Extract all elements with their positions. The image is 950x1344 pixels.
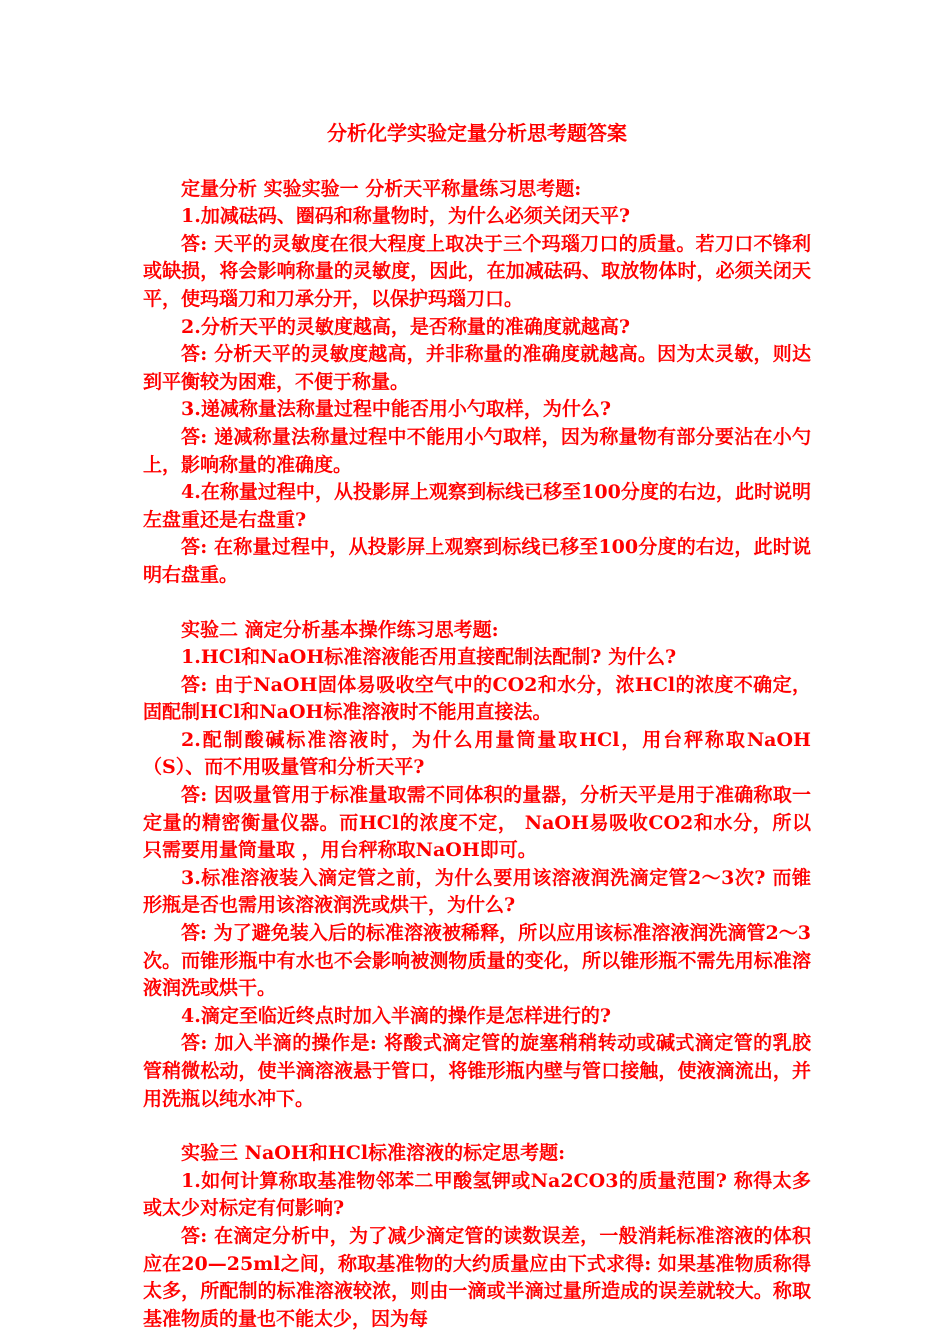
question-4: 4.滴定至临近终点时加入半滴的操作是怎样进行的? xyxy=(181,1004,611,1027)
question-1: 1.如何计算称取基准物邻苯二甲酸氢钾或Na2CO3的质量范围? 称得太多或太少对标定有何影响? xyxy=(143,1169,811,1220)
answer-2: 答: 因吸量管用于标准量取需不同体积的量器，分析天平是用于准确称取一定量的精密衡量仪器。而HCl的浓度不定， NaOH易吸收CO2和水分，所以只需要用量筒量取 ，用台秤称取NaOH即可。 xyxy=(143,784,811,862)
question-2: 2.配制酸碱标准溶液时，为什么用量筒量取HCl，用台秤称取NaOH（S）、而不用吸量管和分析天平? xyxy=(143,728,811,779)
section-heading: 实验二 滴定分析基本操作练习思考题: xyxy=(181,618,499,641)
answer-1: 答: 在滴定分析中，为了减少滴定管的读数误差，一般消耗标准溶液的体积应在20—25ml之间，称取基准物的大约质量应由下式求得: 如果基准物质称得太多，所配制的标准溶液较浓，则由一滴或半滴过量所造成的误差就较大。称取基准物质的量也不能太少，因为每 xyxy=(143,1224,811,1330)
answer-3: 答: 为了避免装入后的标准溶液被稀释，所以应用该标准溶液润洗滴管2～3次。而锥形瓶中有水也不会影响被测物质量的变化，所以锥形瓶不需先用标准溶液润洗或烘干。 xyxy=(143,922,811,1000)
section-experiment-3 xyxy=(143,1140,811,1333)
answer-2: 答: 分析天平的灵敏度越高，并非称量的准确度就越高。因为太灵敏，则达到平衡较为困难，不便于称量。 xyxy=(143,343,811,393)
section-experiment-1 xyxy=(143,176,811,590)
section-experiment-2 xyxy=(143,617,811,1114)
question-3: 3.标准溶液装入滴定管之前，为什么要用该溶液润洗滴定管2～3次? 而锥形瓶是否也需用该溶液润洗或烘干，为什么? xyxy=(143,866,811,917)
answer-3: 答: 递减称量法称量过程中不能用小勺取样，因为称量物有部分要沾在小勺上，影响称量的准确度。 xyxy=(143,425,811,476)
question-2: 2.分析天平的灵敏度越高，是否称量的准确度就越高? xyxy=(181,315,630,338)
document-body xyxy=(143,120,811,1333)
question-1: 1.HCl和NaOH标准溶液能否用直接配制法配制? 为什么? xyxy=(181,646,677,669)
answer-1: 答: 天平的灵敏度在很大程度上取决于三个玛瑙刀口的质量。若刀口不锋利或缺损，将会影响称量的灵敏度，因此，在加减砝码、取放物体时，必须关闭天平，使玛瑙刀和刀承分开，以保护玛瑙刀口。 xyxy=(143,232,811,310)
question-4: 4.在称量过程中，从投影屏上观察到标线已移至100分度的右边，此时说明左盘重还是右盘重? xyxy=(143,481,811,531)
section-heading: 实验三 NaOH和HCl标准溶液的标定思考题: xyxy=(181,1142,566,1165)
answer-4: 答: 加入半滴的操作是: 将酸式滴定管的旋塞稍稍转动或碱式滴定管的乳胶管稍微松动，使半滴溶液悬于管口，将锥形瓶内壁与管口接触，使液滴流出，并用洗瓶以纯水冲下。 xyxy=(143,1032,811,1110)
document-title: 分析化学实验定量分析思考题答案 xyxy=(327,121,627,145)
answer-4: 答: 在称量过程中，从投影屏上观察到标线已移至100分度的右边，此时说明右盘重。 xyxy=(143,536,811,586)
answer-1: 答: 由于NaOH固体易吸收空气中的CO2和水分，浓HCl的浓度不确定，固配制HCl和NaOH标准溶液时不能用直接法。 xyxy=(143,673,811,724)
question-1: 1.加减砝码、圈码和称量物时，为什么必须关闭天平? xyxy=(181,205,630,228)
section-heading: 定量分析 实验实验一 分析天平称量练习思考题: xyxy=(181,177,582,200)
question-3: 3.递减称量法称量过程中能否用小勺取样，为什么? xyxy=(181,398,611,421)
